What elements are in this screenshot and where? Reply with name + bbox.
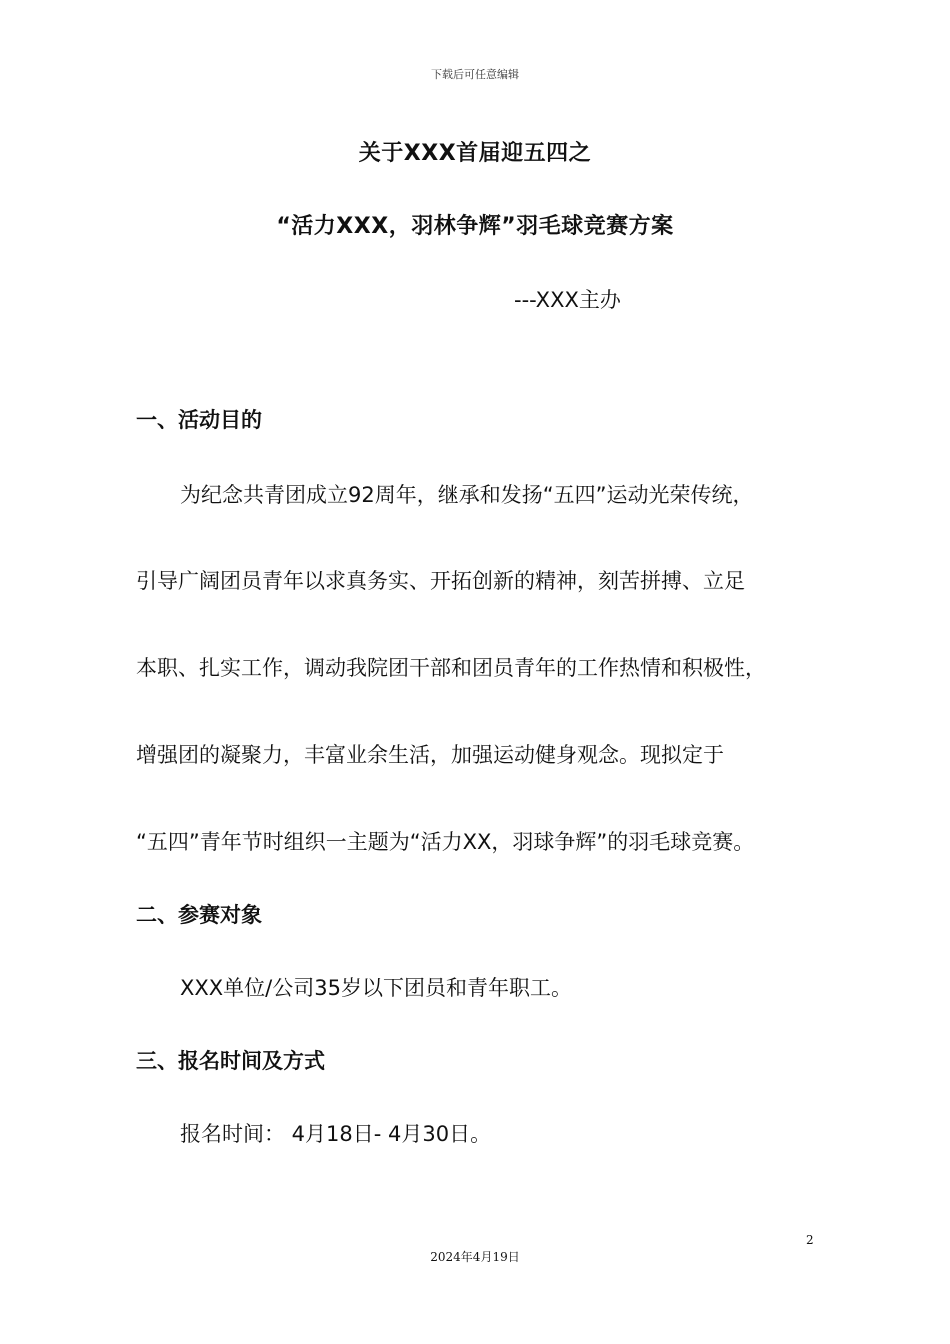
organizer-line: ---XXX主办: [514, 288, 621, 312]
paragraph-line: 报名时间： 4月18日- 4月30日。: [180, 1122, 492, 1146]
section-heading-registration: 三、报名时间及方式: [136, 1049, 325, 1073]
paragraph-line: “五四”青年节时组织一主题为“活力XX，羽球争辉”的羽毛球竞赛。: [136, 830, 755, 854]
paragraph-line: 引导广阔团员青年以求真务实、开拓创新的精神，刻苦拼搏、立足: [136, 569, 745, 593]
header-note: 下载后可任意编辑: [431, 68, 519, 81]
paragraph-line: 为纪念共青团成立92周年，继承和发扬“五四”运动光荣传统，: [180, 483, 754, 507]
section-heading-purpose: 一、活动目的: [136, 408, 262, 432]
paragraph-line: XXX单位/公司35岁以下团员和青年职工。: [180, 976, 572, 1000]
paragraph-line: 本职、扎实工作，调动我院团干部和团员青年的工作热情和积极性，: [136, 656, 766, 680]
paragraph-line: 增强团的凝聚力，丰富业余生活，加强运动健身观念。现拟定于: [136, 743, 724, 767]
section-heading-participants: 二、参赛对象: [136, 903, 262, 927]
page-number: 2: [806, 1233, 814, 1247]
document-title-line-1: 关于XXX首届迎五四之: [358, 141, 592, 166]
document-title-line-2: “活力XXX，羽林争辉”羽毛球竞赛方案: [276, 214, 674, 239]
footer-date: 2024年4月19日: [430, 1250, 520, 1264]
